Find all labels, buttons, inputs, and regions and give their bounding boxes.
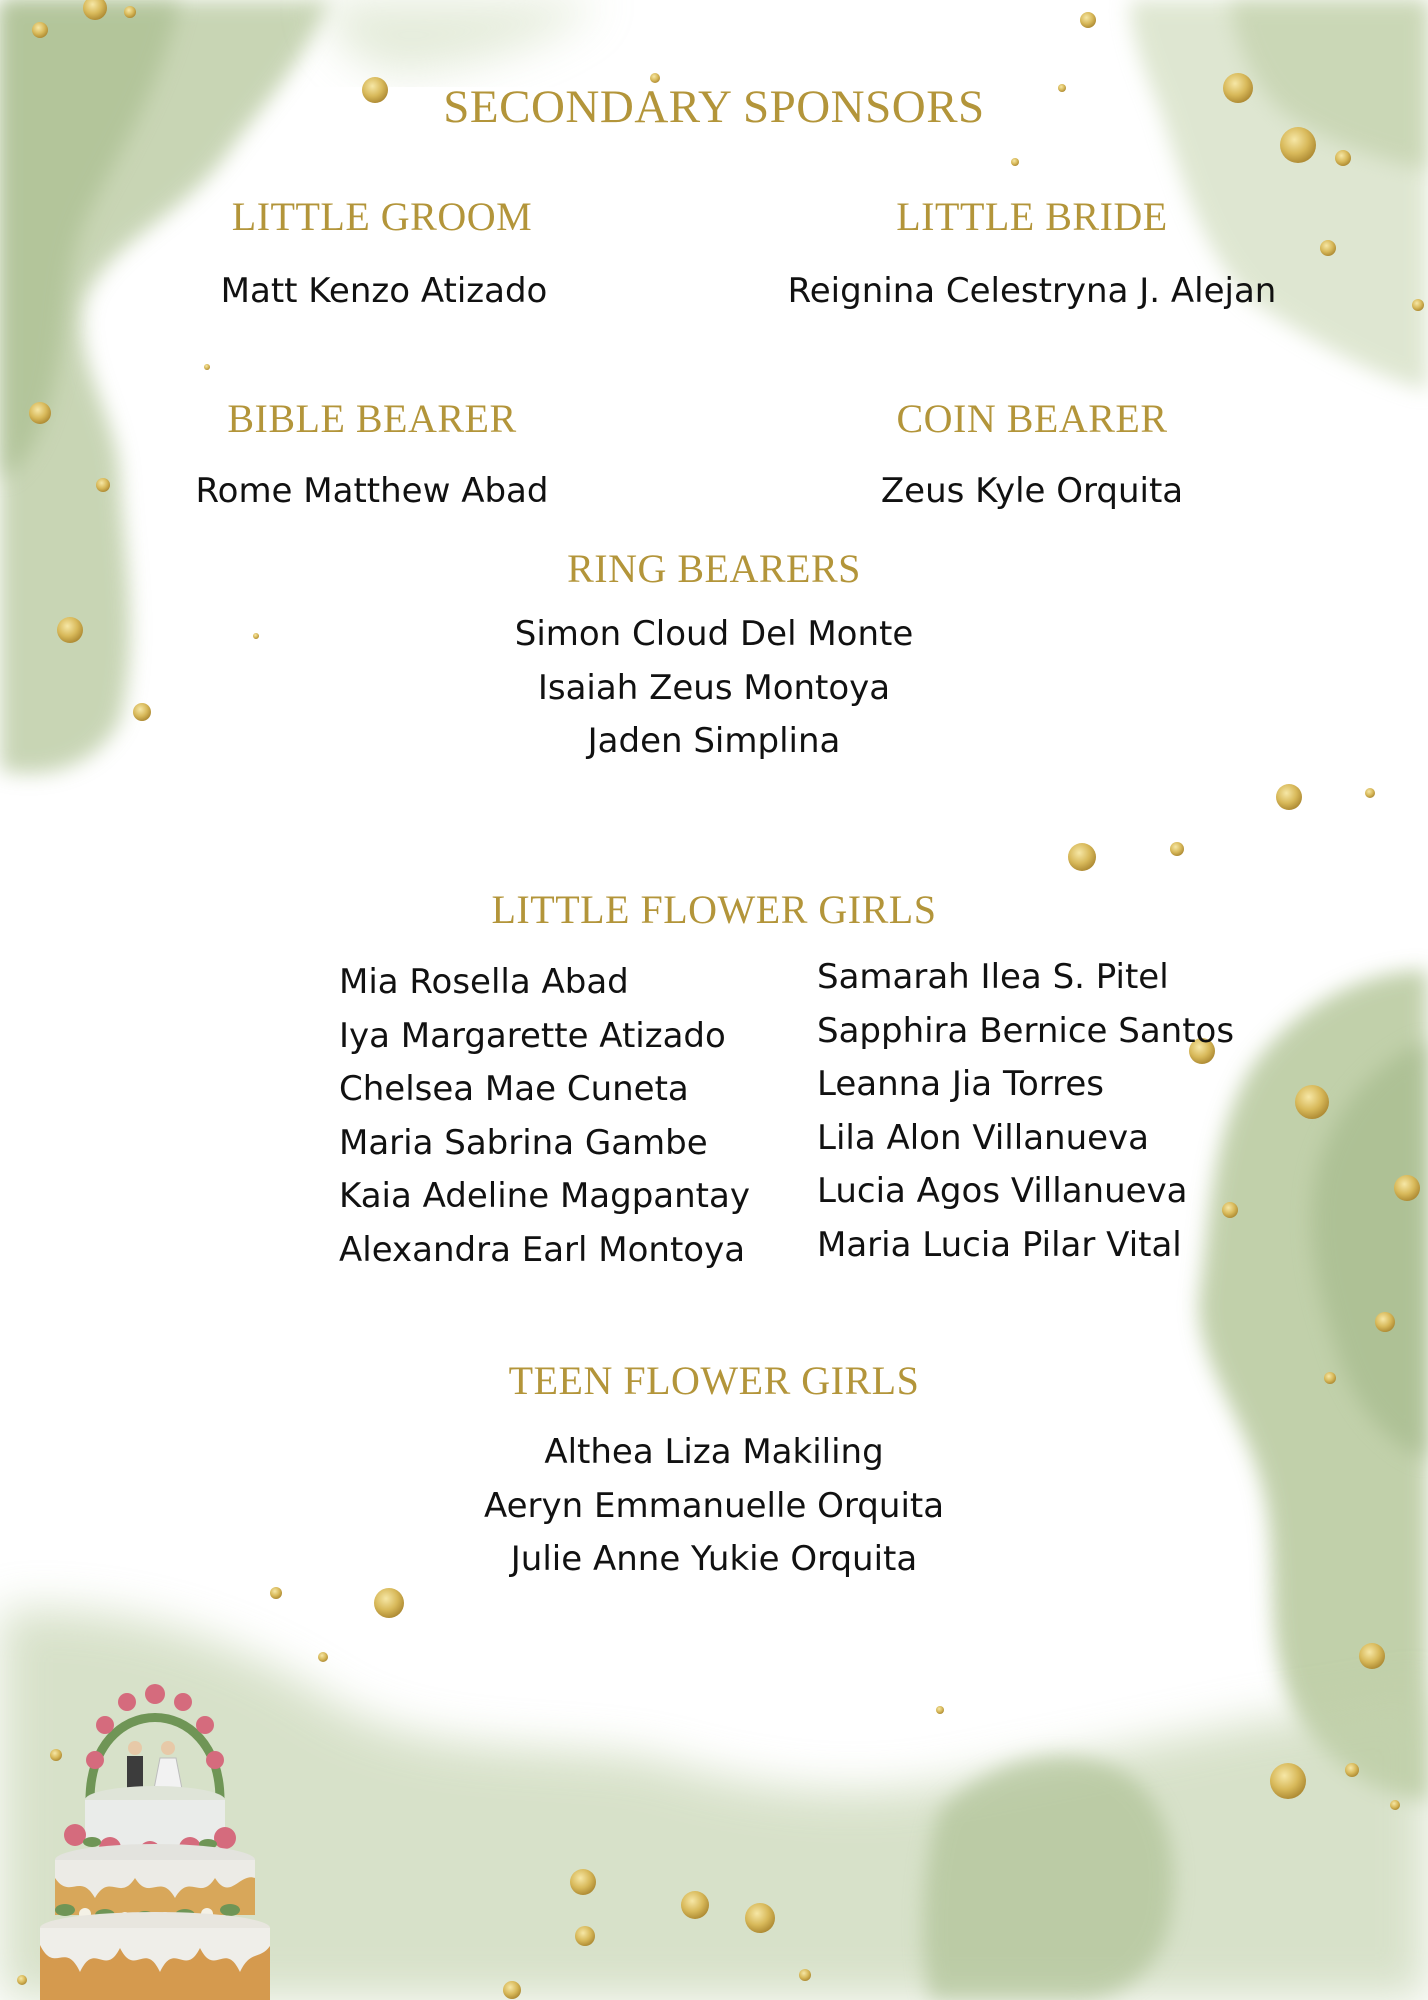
list-item: Isaiah Zeus Montoya (537, 667, 891, 708)
little-bride-name: Reignina Celestryna J. Alejan (787, 271, 1277, 311)
list-item: Lila Alon Villanueva (817, 1117, 1149, 1158)
teen-flower-girls-list (484, 1426, 944, 1587)
top-right-wash (1130, 0, 1428, 390)
little-flower-girls-heading: LITTLE FLOWER GIRLS (491, 887, 937, 932)
list-item: Maria Sabrina Gambe (339, 1122, 708, 1163)
list-item: Simon Cloud Del Monte (514, 614, 914, 654)
list-item: Maria Lucia Pilar Vital (817, 1224, 1182, 1265)
list-item: Althea Liza Makiling (544, 1432, 884, 1472)
list-item: Kaia Adeline Magpantay (339, 1176, 750, 1216)
list-item: Mia Rosella Abad (339, 962, 629, 1002)
coin-bearer-heading: COIN BEARER (896, 396, 1168, 441)
bible-bearer-name: Rome Matthew Abad (195, 471, 549, 511)
list-item: Aeryn Emmanuelle Orquita (483, 1485, 945, 1526)
little-groom-heading: LITTLE GROOM (231, 194, 533, 239)
coin-bearer-name: Zeus Kyle Orquita (880, 471, 1184, 511)
list-item: Leanna Jia Torres (817, 1064, 1104, 1104)
page-title: SECONDARY SPONSORS (443, 81, 985, 133)
little-flower-girls-right-list (817, 951, 1234, 1272)
list-item: Chelsea Mae Cuneta (339, 1069, 689, 1109)
ring-bearers-heading: RING BEARERS (567, 546, 861, 591)
little-bride-heading: LITTLE BRIDE (896, 194, 1168, 239)
little-flower-girls-left-list (339, 956, 750, 1277)
wedding-cake-illustration (35, 1610, 280, 2000)
ring-bearers-list (515, 608, 914, 769)
list-item: Jaden Simplina (587, 721, 841, 761)
list-item: Julie Anne Yukie Orquita (510, 1539, 918, 1579)
list-item: Sapphira Bernice Santos (817, 1010, 1235, 1051)
teen-flower-girls-heading: TEEN FLOWER GIRLS (508, 1358, 920, 1403)
list-item: Samarah Ilea S. Pitel (817, 957, 1169, 997)
list-item: Alexandra Earl Montoya (339, 1229, 746, 1270)
list-item: Lucia Agos Villanueva (817, 1171, 1188, 1211)
list-item: Iya Margarette Atizado (339, 1015, 726, 1056)
bible-bearer-heading: BIBLE BEARER (227, 396, 517, 441)
little-groom-name: Matt Kenzo Atizado (220, 271, 548, 311)
